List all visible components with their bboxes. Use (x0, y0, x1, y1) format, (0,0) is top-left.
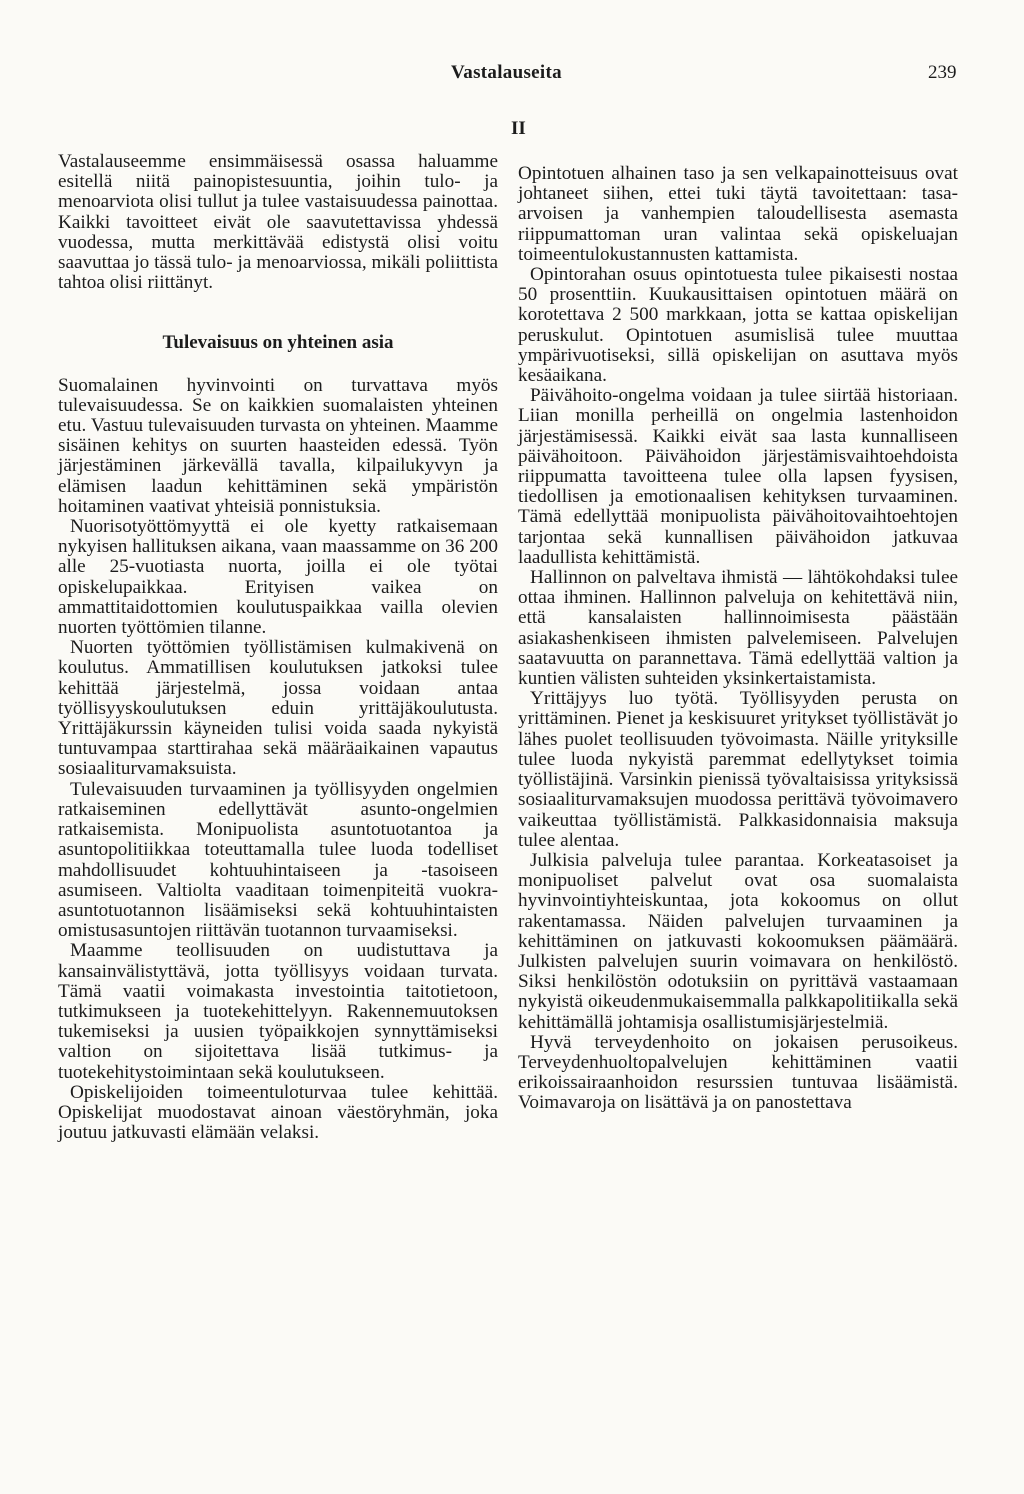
page-number: 239 (928, 62, 957, 83)
paragraph: Opintotuen alhainen taso ja sen velkapainotteisuus ovat johtaneet siihen, ettei tuki täytä tavoitettaan: tasa-arvoisen ja vanhempien taloudellisesta asemasta riippumattoman uran valintaa sekä opiskeluajan toimeentulokustannusten kattamista. (518, 163, 958, 265)
section-mark: II (511, 118, 526, 139)
intro-paragraph: Vastalauseemme ensimmäisessä osassa haluamme esitellä niitä painopistesuuntia, joihin tulo- ja menoarviota olisi tullut ja tulee vastaisuudessa painottaa. Kaikki tavoitteet eivät ole saavutettavissa yhdessä vuodessa, mutta merkittävää edistystä olisi voitu saavuttaa jo tässä tulo- ja menoarviossa, mikäli poliittista tahtoa olisi riittänyt. (58, 151, 498, 294)
paragraph: Opintorahan osuus opintotuesta tulee pikaisesti nostaa 50 prosenttiin. Kuukausittaisen opintotuen määrä on korotettava 2 500 markkaan, jotta se kattaa opiskelijan peruskulut. Opintotuen asumislisä tulee muuttaa ympärivuotiseksi, sillä opiskelijan on asuttava myös kesäaikana. (518, 264, 958, 387)
right-column (518, 164, 958, 1114)
paragraph: Maamme teollisuuden on uudistuttava ja kansainvälistyttävä, jotta työllisyys voidaan turvata. Tämä vaatii voimakasta investointia taitotietoon, tutkimukseen ja tuotekehittelyyn. Rakennemuutoksen tukemiseksi ja uusien työpaikkojen synnyttämiseksi valtion on sijoitettava lisää tutkimus- ja tuotekehitystoimintaan sekä koulutukseen. (58, 940, 498, 1083)
paragraph: Nuorisotyöttömyyttä ei ole kyetty ratkaisemaan nykyisen hallituksen aikana, vaan maassamme on 36 200 alle 25-vuotiasta nuorta, joilla ei ole työtai opiskelupaikkaa. Erityisen vaikea on ammattitaidottomien koulutuspaikkaa vailla olevien nuorten työttömien tilanne. (58, 516, 498, 639)
paragraph: Päivähoito-ongelma voidaan ja tulee siirtää historiaan. Liian monilla perheillä on ongelmia lastenhoidon järjestämisessä. Kaikki eivät saa lasta kunnalliseen päivähoitoon. Päivähoidon järjestämisvaihtoehdoista riippumatta tavoitteena tulee olla lapsen fyysisen, tiedollisen ja emotionaalisen kehityksen turvaaminen. Tämä edellyttää monipuolista päivähoitovaihtoehtojen tarjontaa sekä kunnallisen päivähoidon jatkuvaa laadullista kehittämistä. (518, 385, 958, 568)
paragraph: Hallinnon on palveltava ihmistä — lähtökohdaksi tulee ottaa ihminen. Hallinnon palveluja on kehitettävä niin, että kansalaisten hallinnoimisesta päästään asiakashenkiseen ihmisten palvelemiseen. Palvelujen saatavuutta on parannettava. Tämä edellyttää valtion ja kuntien välisten suhteiden yksinkertaistamista. (518, 567, 958, 690)
paragraph: Julkisia palveluja tulee parantaa. Korkeatasoiset ja monipuoliset palvelut ovat osa suomalaista hyvinvointiyhteiskuntaa, jota kokoomus on ollut rakentamassa. Näiden palvelujen turvaaminen ja kehittäminen on jatkuvasti kokoomuksen päämäärä. Julkisten palvelujen suurin voimavara on henkilöstö. Siksi henkilöstön odotuksiin on pyrittävä vastaamaan nykyistä oikeudenmukaisemmalla palkkapolitiikalla sekä kehittämällä johtamisja osallistumisjärjestelmiä. (518, 849, 958, 1033)
paragraph: Hyvä terveydenhoito on jokaisen perusoikeus. Terveydenhuoltopalvelujen kehittäminen vaatii erikoissairaanhoidon resurssien tuntuvaa lisäämistä. Voimavaroja on lisättävä ja on panostettava (518, 1031, 958, 1114)
paragraph: Tulevaisuuden turvaaminen ja työllisyyden ongelmien ratkaiseminen edellyttävät asunto-ongelmien ratkaisemista. Monipuolista asuntotuotantoa ja asuntopolitiikkaa toteuttamalla tulee luoda todelliset mahdollisuudet kohtuuhintaiseen ja -tasoiseen asumiseen. Valtiolta vaaditaan toimenpiteitä vuokra-asuntotuotannon lisäämiseksi sekä kohtuuhintaisten omistusasuntojen riittävän tuotannon turvaamiseksi. (58, 778, 498, 942)
section-heading: Tulevaisuus on yhteinen asia (162, 332, 394, 354)
paragraph: Opiskelijoiden toimeentuloturvaa tulee kehittää. Opiskelijat muodostavat ainoan väestöryhmän, joka joutuu jatkuvasti elämään velaksi. (58, 1081, 498, 1144)
paragraph: Yrittäjyys luo työtä. Työllisyyden perusta on yrittäminen. Pienet ja keskisuuret yritykset työllistävät jo lähes puolet teollisuuden työvoimasta. Näille yrityksille tulee luoda nykyistä paremmat edellytykset toimia työllistäjinä. Varsinkin pienissä työvaltaisissa yrityksissä sosiaaliturvamaksujen muodossa perittävä työvoimavero vaikeuttaa työllistämistä. Palkkasidonnaisia maksuja tulee alentaa. (518, 688, 958, 851)
left-column (58, 152, 498, 1143)
running-title: Vastalauseita (451, 62, 562, 83)
paragraph: Suomalainen hyvinvointi on turvattava myös tulevaisuudessa. Se on kaikkien suomalaisten yhteinen etu. Vastuu tulevaisuuden turvasta on yhteinen. Maamme sisäinen kehitys on suurten haasteiden edessä. Työn järjestäminen järkevällä tavalla, kilpailukyvyn ja elämisen laadun kehittäminen sekä ympäristön hoitaminen vaativat yhteisiä ponnistuksia. (58, 374, 498, 517)
paragraph: Nuorten työttömien työllistämisen kulmakivenä on koulutus. Ammatillisen koulutuksen jatkoksi tulee kehittää järjestelmä, jossa voidaan antaa työllisyyskoulutuksen eduin yrittäjäkoulutusta. Yrittäjäkurssin käyneiden tulisi voida saada nykyistä tuntuvampaa starttirahaa sekä määräaikainen vapautus sosiaaliturvamaksuista. (58, 637, 498, 780)
